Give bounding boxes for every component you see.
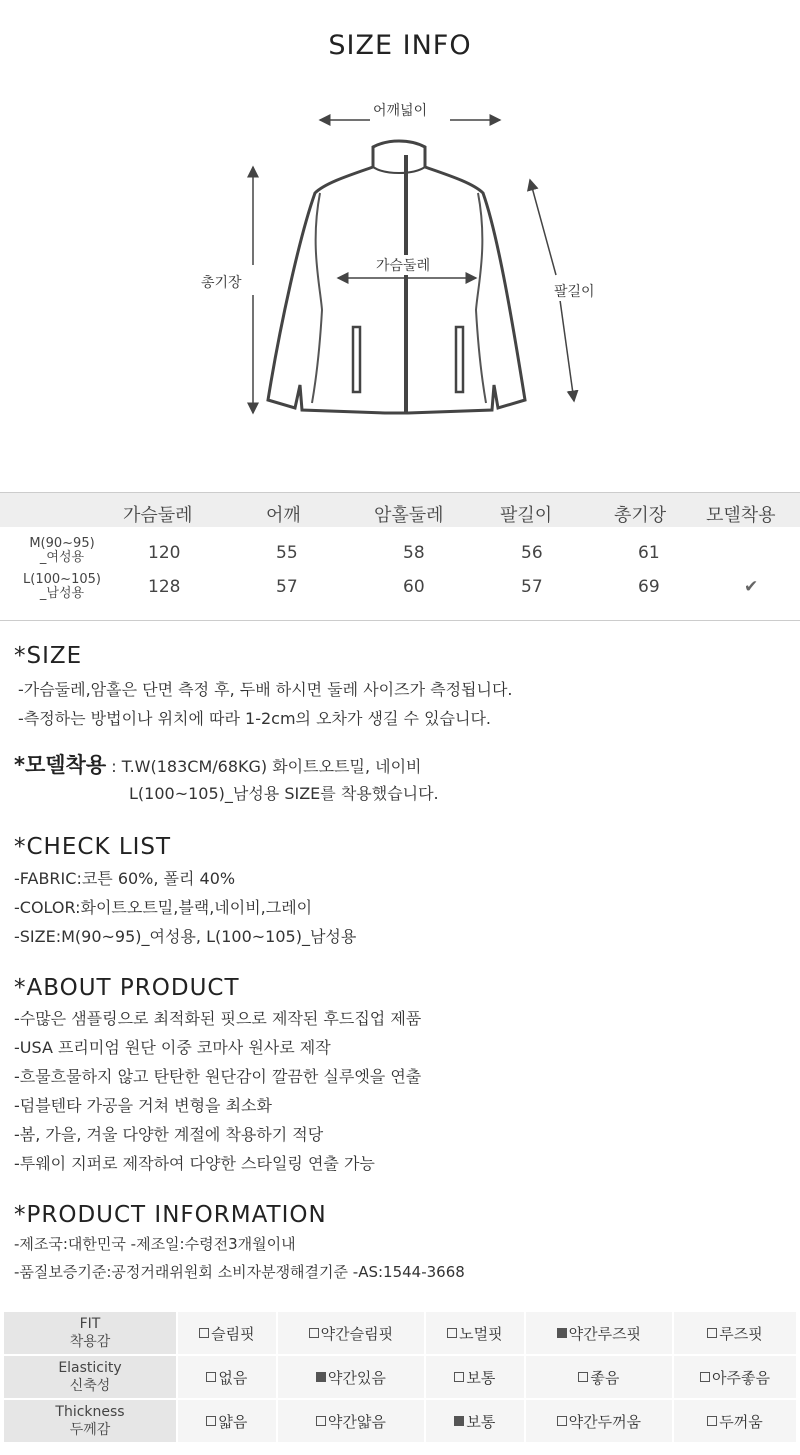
fit-option-label: 보통	[466, 1412, 496, 1431]
unchecked-box-icon	[454, 1372, 464, 1382]
fit-row-header	[3, 1399, 177, 1443]
fit-option	[425, 1311, 525, 1355]
fit-option	[425, 1355, 525, 1399]
size-diagram	[180, 95, 620, 429]
col-model: 모델착용	[706, 505, 776, 526]
cell-armhole: 58	[403, 543, 425, 563]
cell-armhole: 60	[403, 577, 425, 597]
section-heading: *PRODUCT INFORMATION	[14, 1202, 327, 1228]
section-heading: *SIZE	[14, 643, 83, 669]
chest-label: 가슴둘레	[374, 255, 432, 275]
fit-row-header	[3, 1355, 177, 1399]
fit-row-title-en: FIT	[79, 1316, 101, 1332]
cell-chest: 120	[148, 543, 181, 563]
size-gender: _여성용	[39, 550, 85, 565]
info-line: -품질보증기준:공정거래위원회 소비자분쟁해결기준 -AS:1544-3668	[14, 1263, 465, 1281]
note-line: -가슴둘레,암홀은 단면 측정 후, 두배 하시면 둘레 사이즈가 측정됩니다.	[18, 680, 513, 699]
cell-shoulder: 55	[276, 543, 298, 563]
col-chest: 가슴둘레	[123, 505, 193, 526]
col-shoulder: 어깨	[266, 505, 301, 526]
fit-option-label: 노멀핏	[459, 1324, 503, 1343]
col-length: 총기장	[614, 505, 667, 526]
fit-option	[177, 1311, 277, 1355]
page-title: SIZE INFO	[328, 30, 472, 61]
unchecked-box-icon	[206, 1416, 216, 1426]
about-line: -투웨이 지퍼로 제작하여 다양한 스타일링 연출 가능	[14, 1154, 375, 1173]
fit-option-label: 약간슬림핏	[320, 1324, 394, 1343]
unchecked-box-icon	[707, 1328, 717, 1338]
fit-option	[673, 1355, 797, 1399]
fit-option	[177, 1399, 277, 1443]
unchecked-box-icon	[199, 1328, 209, 1338]
unchecked-box-icon	[578, 1372, 588, 1382]
fit-option-label: 약간있음	[327, 1368, 386, 1387]
about-line: -봄, 가을, 겨울 다양한 계절에 착용하기 적당	[14, 1125, 324, 1144]
fit-option-label: 좋음	[590, 1368, 620, 1387]
fit-option-label: 약간두꺼움	[568, 1412, 642, 1431]
unchecked-box-icon	[557, 1416, 567, 1426]
about-line: -USA 프리미엄 원단 이중 코마사 원사로 제작	[14, 1038, 331, 1057]
fit-row-title-ko: 두께감	[69, 1422, 111, 1438]
cell-sleeve: 56	[521, 543, 543, 563]
fit-option-label: 얇음	[218, 1412, 248, 1431]
section-heading: *ABOUT PRODUCT	[14, 975, 240, 1001]
model-line1: : T.W(183CM/68KG) 화이트오트밀, 네이비	[111, 757, 422, 776]
sleeve-label: 팔길이	[552, 281, 597, 301]
col-sleeve: 팔길이	[500, 505, 553, 526]
checklist-line: -FABRIC:코튼 60%, 폴리 40%	[14, 869, 236, 888]
fit-option-label: 없음	[218, 1368, 248, 1387]
unchecked-box-icon	[316, 1416, 326, 1426]
size-table-header	[0, 493, 800, 527]
checked-box-icon	[454, 1416, 464, 1426]
fit-option	[525, 1311, 673, 1355]
unchecked-box-icon	[206, 1372, 216, 1382]
info-section	[14, 1202, 465, 1286]
fit-option-label: 약간루즈핏	[568, 1324, 642, 1343]
checklist-line: -SIZE:M(90~95)_여성용, L(100~105)_남성용	[14, 927, 357, 946]
section-heading: *모델착용	[14, 753, 107, 777]
fit-option-label: 약간얇음	[327, 1412, 386, 1431]
checklist-section	[14, 834, 356, 951]
info-line: -제조국:대한민국 -제조일:수령전3개월이내	[14, 1235, 296, 1253]
size-gender: _남성용	[39, 586, 85, 601]
fit-option	[277, 1355, 425, 1399]
fit-option	[177, 1355, 277, 1399]
checked-box-icon	[557, 1328, 567, 1338]
fit-row	[3, 1399, 797, 1443]
fit-row-title-en: Thickness	[55, 1404, 125, 1420]
size-note-lines	[18, 675, 513, 733]
size-name: M(90~95)	[29, 536, 95, 551]
cell-length: 69	[638, 577, 660, 597]
fit-row-header	[3, 1311, 177, 1355]
size-name: L(100~105)	[23, 572, 101, 587]
fit-row	[3, 1311, 797, 1355]
about-line: -덤블텐타 가공을 거쳐 변형을 최소화	[14, 1096, 272, 1115]
unchecked-box-icon	[700, 1372, 710, 1382]
col-armhole: 암홀둘레	[374, 505, 444, 526]
table-row	[0, 537, 800, 569]
section-heading: *CHECK LIST	[14, 834, 172, 860]
fit-row	[3, 1355, 797, 1399]
model-worn-mark: ✔	[744, 577, 759, 597]
fit-option	[525, 1355, 673, 1399]
size-note-section	[14, 643, 82, 669]
fit-option	[673, 1311, 797, 1355]
about-section	[14, 975, 421, 1178]
model-line2: L(100~105)_남성용 SIZE를 착용했습니다.	[129, 784, 439, 803]
length-label: 총기장	[199, 272, 244, 292]
fit-option	[525, 1399, 673, 1443]
shoulder-label: 어깨넓이	[371, 100, 429, 120]
fit-option-label: 보통	[466, 1368, 496, 1387]
note-line: -측정하는 방법이나 위치에 따라 1-2cm의 오차가 생길 수 있습니다.	[18, 709, 492, 728]
model-section	[14, 749, 422, 779]
cell-sleeve: 57	[521, 577, 543, 597]
fit-option-label: 아주좋음	[712, 1368, 770, 1387]
table-row	[0, 572, 800, 607]
about-line: -흐물흐물하지 않고 탄탄한 원단감이 깔끔한 실루엣을 연출	[14, 1067, 422, 1086]
about-line: -수많은 샘플링으로 최적화된 핏으로 제작된 후드집업 제품	[14, 1009, 422, 1028]
checked-box-icon	[316, 1372, 326, 1382]
fit-option-label: 루즈핏	[719, 1324, 763, 1343]
fit-row-title-ko: 신축성	[69, 1378, 111, 1394]
fit-option-label: 두꺼움	[719, 1412, 763, 1431]
fit-row-title-ko: 착용감	[69, 1334, 111, 1350]
fit-option	[673, 1399, 797, 1443]
cell-length: 61	[638, 543, 660, 563]
fit-option	[277, 1399, 425, 1443]
unchecked-box-icon	[309, 1328, 319, 1338]
unchecked-box-icon	[707, 1416, 717, 1426]
fit-option	[425, 1399, 525, 1443]
fit-option	[277, 1311, 425, 1355]
checklist-line: -COLOR:화이트오트밀,블랙,네이비,그레이	[14, 898, 313, 917]
cell-shoulder: 57	[276, 577, 298, 597]
cell-chest: 128	[148, 577, 181, 597]
fit-option-label: 슬림핏	[211, 1324, 255, 1343]
fit-row-title-en: Elasticity	[58, 1360, 122, 1376]
unchecked-box-icon	[447, 1328, 457, 1338]
fit-table	[2, 1310, 798, 1444]
